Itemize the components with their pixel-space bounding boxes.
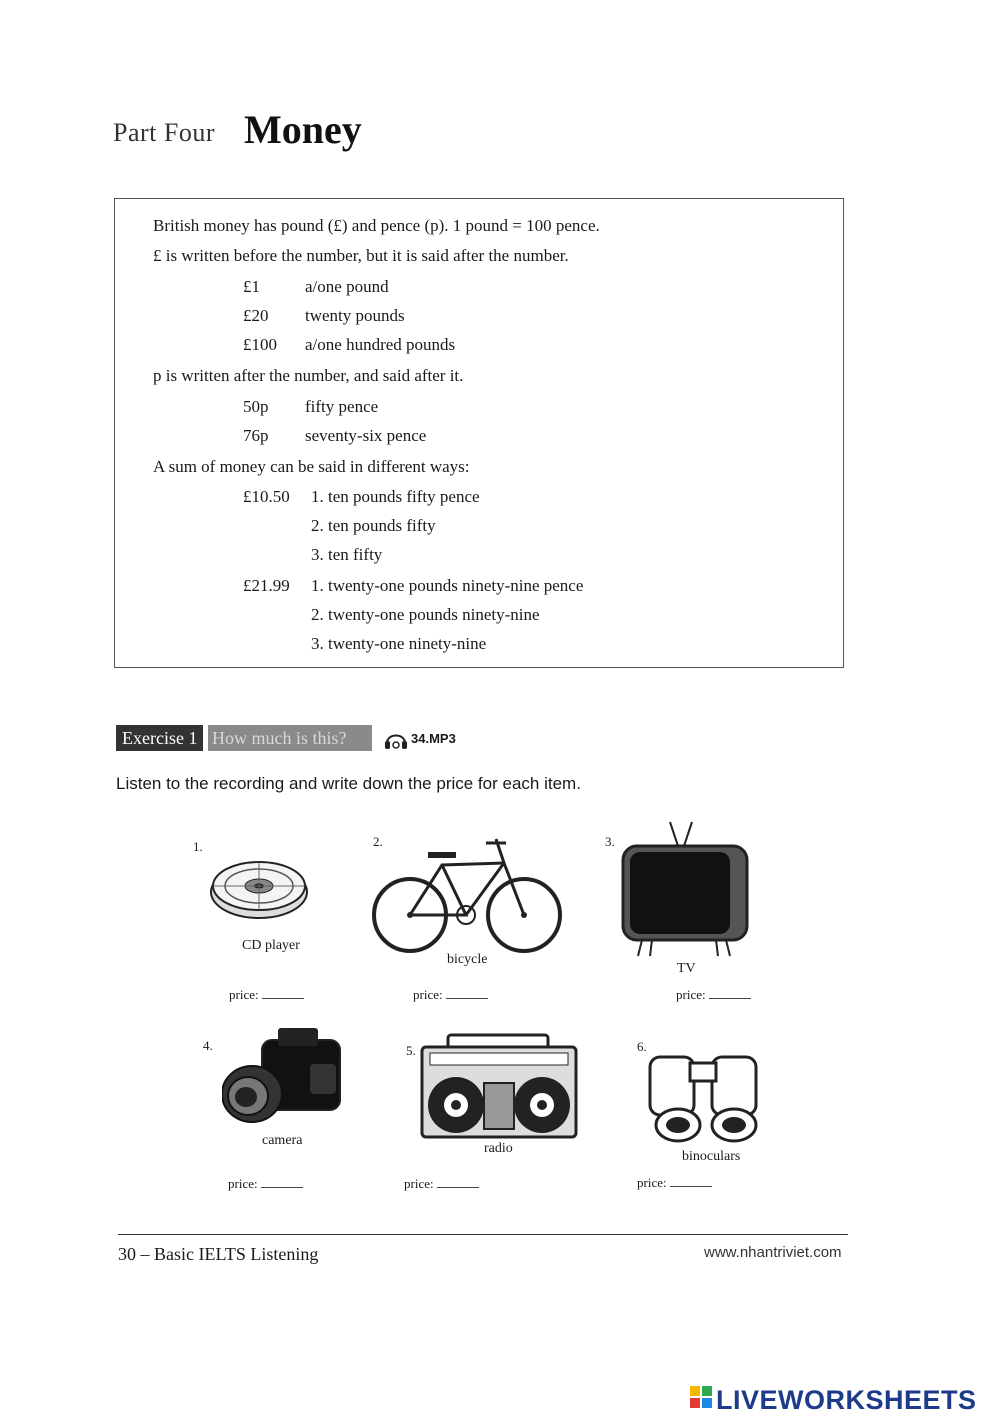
cd-player-icon [208, 852, 310, 922]
sum-way: 2. ten pounds fifty [311, 516, 436, 535]
item-name: binoculars [682, 1149, 741, 1164]
binoculars-icon [642, 1043, 766, 1145]
intro-line-2: £ is written before the number, but it is said after the number. [153, 246, 569, 265]
pence-words: fifty pence [305, 397, 379, 416]
bicycle-icon [366, 833, 566, 955]
radio-icon [420, 1033, 578, 1139]
intro-line-1: British money has pound (£) and pence (p). 1 pound = 100 pence. [153, 216, 600, 235]
pound-amount: £100 [243, 335, 277, 354]
price-label: price: [637, 1175, 667, 1190]
price-field[interactable] [404, 1176, 479, 1192]
price-label: price: [413, 987, 443, 1002]
item-name: radio [484, 1141, 513, 1156]
sum-intro: A sum of money can be said in different ways: [153, 457, 470, 476]
footer-url: www.nhantriviet.com [704, 1244, 842, 1261]
sum-way: 3. ten fifty [311, 545, 383, 564]
camera-icon [222, 1024, 342, 1126]
pound-amount: £20 [243, 306, 269, 325]
brand-name: LIVEWORKSHEETS [716, 1385, 977, 1415]
price-field[interactable] [228, 1176, 303, 1192]
price-label: price: [676, 987, 706, 1002]
item-number: 6. [637, 1039, 647, 1054]
footer-divider [118, 1234, 848, 1235]
pound-words: twenty pounds [305, 306, 405, 325]
price-label: price: [228, 1176, 258, 1191]
pound-words: a/one pound [305, 277, 389, 296]
info-box [114, 198, 844, 668]
item-name: camera [262, 1133, 303, 1148]
pound-amount: £1 [243, 277, 260, 296]
pence-words: seventy-six pence [305, 426, 427, 445]
item-number: 3. [605, 834, 615, 849]
sum-way: 3. twenty-one ninety-nine [311, 634, 487, 653]
headphones-icon [383, 727, 409, 751]
item-number: 2. [373, 834, 383, 849]
item-name: CD player [242, 938, 300, 953]
pence-intro: p is written after the number, and said after it. [153, 366, 464, 385]
sum-amount: £10.50 [243, 487, 290, 506]
sum-way: 1. ten pounds fifty pence [311, 487, 480, 506]
price-label: price: [404, 1176, 434, 1191]
item-number: 4. [203, 1038, 213, 1053]
footer-page-label: 30 – Basic IELTS Listening [118, 1244, 319, 1264]
pence-amount: 76p [243, 426, 269, 445]
sum-way: 2. twenty-one pounds ninety-nine [311, 605, 540, 624]
pence-amount: 50p [243, 397, 269, 416]
exercise-subtitle: How much is this? [208, 725, 372, 751]
liveworksheets-logo-icon [690, 1386, 712, 1408]
price-field[interactable] [413, 987, 488, 1003]
page-title: Money [244, 107, 362, 152]
price-field[interactable] [229, 987, 304, 1003]
sum-amount: £21.99 [243, 576, 290, 595]
exercise-label: Exercise 1 [116, 725, 203, 751]
item-name: bicycle [447, 952, 488, 967]
part-label: Part Four [113, 118, 215, 147]
price-label: price: [229, 987, 259, 1002]
item-name: TV [677, 961, 696, 976]
item-number: 5. [406, 1043, 416, 1058]
item-number: 1. [193, 839, 203, 854]
price-field[interactable] [676, 987, 751, 1003]
audio-track-label[interactable]: 34.MP3 [411, 731, 456, 746]
pound-words: a/one hundred pounds [305, 335, 456, 354]
price-field[interactable] [637, 1175, 712, 1191]
tv-icon [620, 820, 750, 960]
sum-way: 1. twenty-one pounds ninety-nine pence [311, 576, 584, 595]
instruction: Listen to the recording and write down the price for each item. [116, 774, 581, 793]
